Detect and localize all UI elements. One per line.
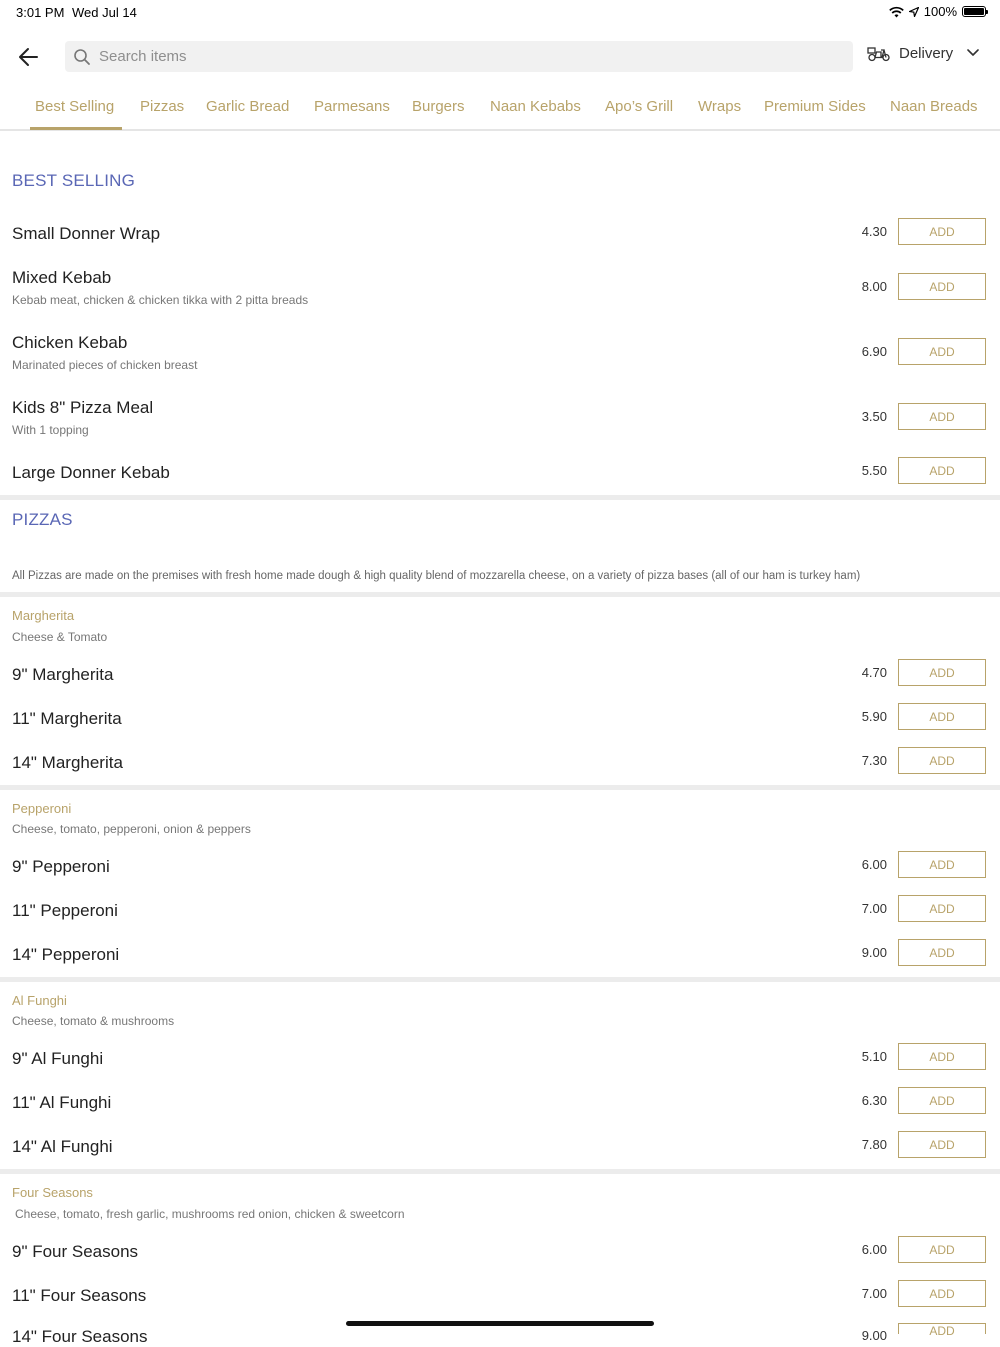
item-description: Marinated pieces of chicken breast [12,358,198,372]
active-tab-indicator [30,127,122,130]
add-button[interactable]: ADD [898,1236,986,1263]
section-title-pizzas: PIZZAS [12,510,73,529]
add-button[interactable]: ADD [898,1280,986,1307]
status-time: 3:01 PM [16,5,65,20]
wifi-icon [889,6,904,18]
tab-best-selling[interactable]: Best Selling [35,98,115,115]
tab-pizzas[interactable]: Pizzas [140,98,185,115]
item-price: 6.30 [861,1093,887,1108]
item-name[interactable]: 9" Margherita [12,665,114,684]
group-divider [0,977,1000,982]
tab-naan-kebabs[interactable]: Naan Kebabs [490,98,581,115]
item-name[interactable]: Kids 8" Pizza Meal [12,398,154,417]
item-name[interactable]: 9" Al Funghi [12,1049,104,1068]
item-name[interactable]: Large Donner Kebab [12,463,170,482]
item-price: 9.00 [861,945,887,960]
group-description: Cheese & Tomato [12,630,108,644]
item-name[interactable]: Small Donner Wrap [12,224,161,243]
search-input[interactable] [97,47,801,66]
add-button[interactable]: ADD [898,747,986,774]
group-divider [0,785,1000,790]
status-bar [0,0,1000,24]
add-button[interactable]: ADD [898,1087,986,1114]
item-price: 4.70 [861,665,887,680]
add-button[interactable]: ADD [898,338,986,365]
group-title: Four Seasons [12,1185,93,1200]
add-button[interactable]: ADD [898,939,986,966]
add-button[interactable]: ADD [898,851,986,878]
search-icon [73,48,91,66]
group-title: Margherita [12,608,75,623]
battery-percent: 100% [923,4,957,19]
add-button[interactable]: ADD [898,659,986,686]
battery-icon [962,6,986,17]
add-button[interactable]: ADD [898,218,986,245]
scooter-icon [867,44,891,62]
group-divider [0,1169,1000,1174]
item-description: Kebab meat, chicken & chicken tikka with 2 pitta breads [12,293,309,307]
location-arrow-icon [909,7,919,17]
status-right [889,4,986,19]
item-price: 7.30 [861,753,887,768]
category-tabs [0,90,1000,131]
item-name[interactable]: 9" Four Seasons [12,1242,139,1261]
back-arrow-icon[interactable] [16,44,42,70]
item-name[interactable]: 14" Four Seasons [12,1327,148,1346]
add-button[interactable]: ADD [898,895,986,922]
add-button[interactable]: ADD [898,1323,986,1334]
group-title: Pepperoni [12,801,72,816]
item-name[interactable]: 9" Pepperoni [12,857,110,876]
delivery-selector[interactable] [867,44,979,62]
section-note: All Pizzas are made on the premises with fresh home made dough & high quality blend of mozzarella cheese, on a variety of pizza bases (all of our ham is turkey ham) [12,570,861,582]
item-name[interactable]: 11" Four Seasons [12,1286,147,1305]
group-description: Cheese, tomato & mushrooms [12,1014,175,1028]
item-price: 6.00 [861,1242,887,1257]
item-name[interactable]: Mixed Kebab [12,268,112,287]
item-price: 9.00 [861,1328,887,1343]
item-name[interactable]: 11" Al Funghi [12,1093,112,1112]
item-price: 6.90 [861,344,887,359]
add-button[interactable]: ADD [898,703,986,730]
item-name[interactable]: 14" Al Funghi [12,1137,113,1156]
item-price: 6.00 [861,857,887,872]
chevron-down-icon [967,49,979,57]
item-name[interactable]: Chicken Kebab [12,333,128,352]
add-button[interactable]: ADD [898,403,986,430]
tab-premium-sides[interactable]: Premium Sides [764,98,866,115]
section-title-best-selling: BEST SELLING [12,171,136,190]
add-button[interactable]: ADD [898,273,986,300]
add-button[interactable]: ADD [898,457,986,484]
group-description: Cheese, tomato, pepperoni, onion & peppers [12,822,251,836]
item-price: 5.90 [861,709,887,724]
tab-garlic-bread[interactable]: Garlic Bread [206,98,290,115]
tab-wraps[interactable]: Wraps [698,98,742,115]
item-price: 7.00 [861,901,887,916]
group-title: Al Funghi [12,993,67,1008]
item-name[interactable]: 11" Pepperoni [12,901,118,920]
add-button[interactable]: ADD [898,1043,986,1070]
item-name[interactable]: 14" Pepperoni [12,945,120,964]
item-name[interactable]: 14" Margherita [12,753,123,772]
item-price: 7.00 [861,1286,887,1301]
add-button[interactable]: ADD [898,1131,986,1158]
tab-parmesans[interactable]: Parmesans [314,98,390,115]
item-price: 5.50 [861,463,887,478]
item-price: 8.00 [861,279,887,294]
item-price: 3.50 [861,409,887,424]
search-bar[interactable] [65,41,853,72]
item-description: With 1 topping [12,423,89,437]
item-name[interactable]: 11" Margherita [12,709,122,728]
top-bar [0,38,1000,74]
tab-apos-grill[interactable]: Apo’s Grill [605,98,674,115]
item-price: 7.80 [861,1137,887,1152]
status-date: Wed Jul 14 [72,5,137,20]
tab-burgers[interactable]: Burgers [412,98,465,115]
item-price: 4.30 [861,224,887,239]
group-description: Cheese, tomato, fresh garlic, mushrooms red onion, chicken & sweetcorn [15,1207,405,1221]
group-divider [0,592,1000,597]
delivery-label: Delivery [899,44,954,62]
home-indicator [346,1321,654,1326]
tab-naan-breads[interactable]: Naan Breads [890,98,978,115]
item-price: 5.10 [861,1049,887,1064]
section-divider [0,495,1000,500]
